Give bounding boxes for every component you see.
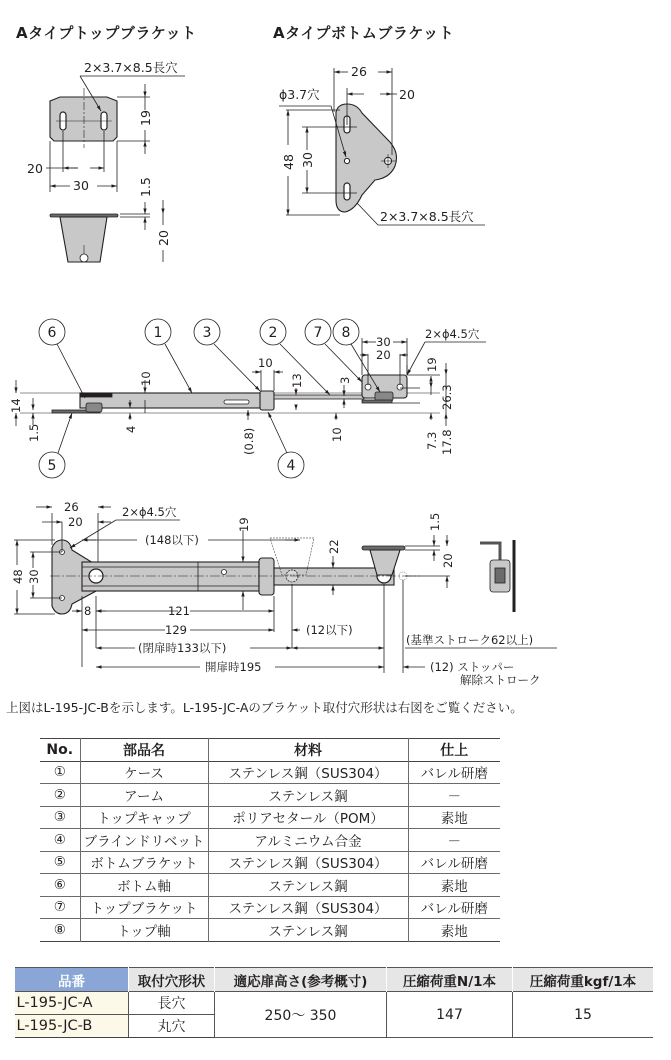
col-part-number: 品番 xyxy=(15,968,129,992)
cell-finish: － xyxy=(408,784,500,807)
table-row xyxy=(40,806,500,829)
cell-no: ⑦ xyxy=(53,899,66,916)
dim-26-3: 26.3 xyxy=(440,384,454,410)
top-hole-note: 2×ϕ4.5穴 xyxy=(122,505,177,519)
col-door-height: 適応扉高さ(参考概寸) xyxy=(215,968,387,992)
table-row xyxy=(40,761,500,784)
dim-26: 26 xyxy=(351,64,367,79)
dim-30-side: 30 xyxy=(376,335,391,349)
cell-door-height: 250～ 350 xyxy=(215,992,387,1038)
dim-20-top-side: 20 xyxy=(441,553,455,568)
cell-hole-shape: 長穴 xyxy=(129,992,215,1015)
table-row xyxy=(40,829,500,852)
dim-30-top: 30 xyxy=(27,569,41,584)
cell-load-kgf: 15 xyxy=(513,992,654,1038)
table-row xyxy=(40,896,500,919)
dim-3: 3 xyxy=(338,376,352,384)
bottom-bracket-title: Aタイプボトムブラケット xyxy=(273,24,455,42)
dim-13: 13 xyxy=(290,373,304,388)
dim-26-top: 26 xyxy=(64,500,79,514)
balloon-6: 6 xyxy=(47,325,57,341)
balloon-2: 2 xyxy=(268,325,278,341)
cell-finish: 素地 xyxy=(408,919,500,942)
cell-no: ⑤ xyxy=(53,854,66,871)
cell-name: ケース xyxy=(80,761,208,784)
dim-14: 14 xyxy=(9,398,23,413)
dim-12-max: (12以下) xyxy=(306,623,353,637)
cell-material: ステンレス鋼 xyxy=(208,784,408,807)
cell-material: ステンレス鋼 xyxy=(208,874,408,897)
slot-note: 2×3.7×8.5長穴 xyxy=(380,209,474,224)
col-part-name: 部品名 xyxy=(80,739,208,762)
col-material: 材料 xyxy=(208,739,408,762)
balloon-4: 4 xyxy=(286,458,296,474)
cell-material: ステンレス鋼（SUS304） xyxy=(208,896,408,919)
dim-1-5: 1.5 xyxy=(138,177,153,197)
balloon-8: 8 xyxy=(341,325,351,341)
dim-19-side: 19 xyxy=(425,357,439,372)
balloon-1: 1 xyxy=(153,325,163,341)
cell-part-number: L-195-JC-B xyxy=(15,1015,129,1038)
stroke-note: (基準ストローク62以上) xyxy=(406,633,534,647)
cell-name: アーム xyxy=(80,784,208,807)
dim-0-8: (0.8) xyxy=(242,427,256,455)
spec-table-header xyxy=(15,968,654,992)
dim-48: 48 xyxy=(281,154,296,170)
cell-name: トップキャップ xyxy=(80,806,208,829)
cell-finish: － xyxy=(408,829,500,852)
cell-material: ステンレス鋼 xyxy=(208,919,408,942)
cell-no: ① xyxy=(53,764,66,781)
dim-19: 19 xyxy=(138,110,153,126)
table-row xyxy=(40,919,500,942)
dim-17-8: 17.8 xyxy=(440,429,454,455)
figure-caption: 上図はL-195-JC-Bを示します。L-195-JC-Aのブラケット取付穴形状は右図をご覧ください。 xyxy=(6,700,523,715)
cell-no: ⑧ xyxy=(53,921,66,938)
balloon-5: 5 xyxy=(47,458,57,474)
top-bracket-side-view xyxy=(50,200,163,262)
dim-20-top: 20 xyxy=(68,515,83,529)
parts-table-header xyxy=(40,739,500,762)
round-hole-note: ϕ3.7穴 xyxy=(279,87,320,102)
cell-name: トップブラケット xyxy=(80,896,208,919)
cell-material: ステンレス鋼（SUS304） xyxy=(208,761,408,784)
dim-19-top: 19 xyxy=(237,517,251,532)
spec-table xyxy=(14,967,653,1038)
balloon-7: 7 xyxy=(313,325,323,341)
side-hole-note: 2×ϕ4.5穴 xyxy=(425,327,480,341)
cell-finish: バレル研磨 xyxy=(408,896,500,919)
dim-148: (148以下) xyxy=(145,533,199,547)
col-load-n: 圧縮荷重N/1本 xyxy=(387,968,513,992)
parts-table xyxy=(40,738,500,942)
top-view xyxy=(14,507,557,673)
col-load-kgf: 圧縮荷重kgf/1本 xyxy=(513,968,654,992)
top-bracket-front-view xyxy=(46,76,185,192)
table-row xyxy=(40,784,500,807)
dim-10a: 10 xyxy=(139,371,153,386)
table-row xyxy=(40,851,500,874)
dim-1-5-top: 1.5 xyxy=(428,512,442,531)
dim-20-side: 20 xyxy=(156,230,171,246)
cell-name: トップ軸 xyxy=(80,919,208,942)
dim-133: (閉扉時133以下) xyxy=(138,641,227,655)
cell-finish: バレル研磨 xyxy=(408,851,500,874)
dim-1-5-side: 1.5 xyxy=(27,423,41,442)
cell-no: ② xyxy=(53,786,66,803)
cell-finish: 素地 xyxy=(408,806,500,829)
cell-name: ボトムブラケット xyxy=(80,851,208,874)
cell-finish: バレル研磨 xyxy=(408,761,500,784)
cell-part-number: L-195-JC-A xyxy=(15,992,129,1015)
dim-4: 4 xyxy=(124,425,138,433)
table-row xyxy=(40,874,500,897)
release-note-1: (12) ストッパー xyxy=(430,660,515,674)
cell-material: ポリアセタール（POM） xyxy=(208,806,408,829)
cell-material: アルミニウム合金 xyxy=(208,829,408,852)
cell-load-n: 147 xyxy=(387,992,513,1038)
cell-name: ブラインドリベット xyxy=(80,829,208,852)
dim-195: 開扉時195 xyxy=(205,660,262,674)
release-note-2: 解除ストローク xyxy=(460,673,541,687)
balloon-3: 3 xyxy=(202,325,212,341)
dim-48-top: 48 xyxy=(11,569,25,584)
dim-7-3: 7.3 xyxy=(425,431,439,450)
dim-30b: 30 xyxy=(300,152,315,168)
dim-20b: 20 xyxy=(399,87,415,102)
dim-10c: 10 xyxy=(330,427,344,442)
dim-20: 20 xyxy=(27,161,43,176)
cell-no: ③ xyxy=(53,809,66,826)
col-hole-shape: 取付穴形状 xyxy=(129,968,215,992)
cell-no: ⑥ xyxy=(53,876,66,893)
dim-10b: 10 xyxy=(258,356,273,370)
cell-name: ボトム軸 xyxy=(80,874,208,897)
dim-30: 30 xyxy=(73,178,89,193)
col-no: No. xyxy=(46,741,74,758)
cell-finish: 素地 xyxy=(408,874,500,897)
cell-no: ④ xyxy=(53,831,66,848)
dim-121: 121 xyxy=(168,604,190,618)
dim-22: 22 xyxy=(327,539,341,554)
top-bracket-title: Aタイプトップブラケット xyxy=(16,24,197,42)
cell-hole-shape: 丸穴 xyxy=(129,1015,215,1038)
col-finish: 仕上 xyxy=(408,739,500,762)
table-row xyxy=(15,992,654,1015)
dim-129: 129 xyxy=(165,623,187,637)
top-bracket-hole-note: 2×3.7×8.5長穴 xyxy=(84,60,178,75)
dim-8: 8 xyxy=(84,604,92,618)
cell-material: ステンレス鋼（SUS304） xyxy=(208,851,408,874)
dim-20-side2: 20 xyxy=(376,348,391,362)
